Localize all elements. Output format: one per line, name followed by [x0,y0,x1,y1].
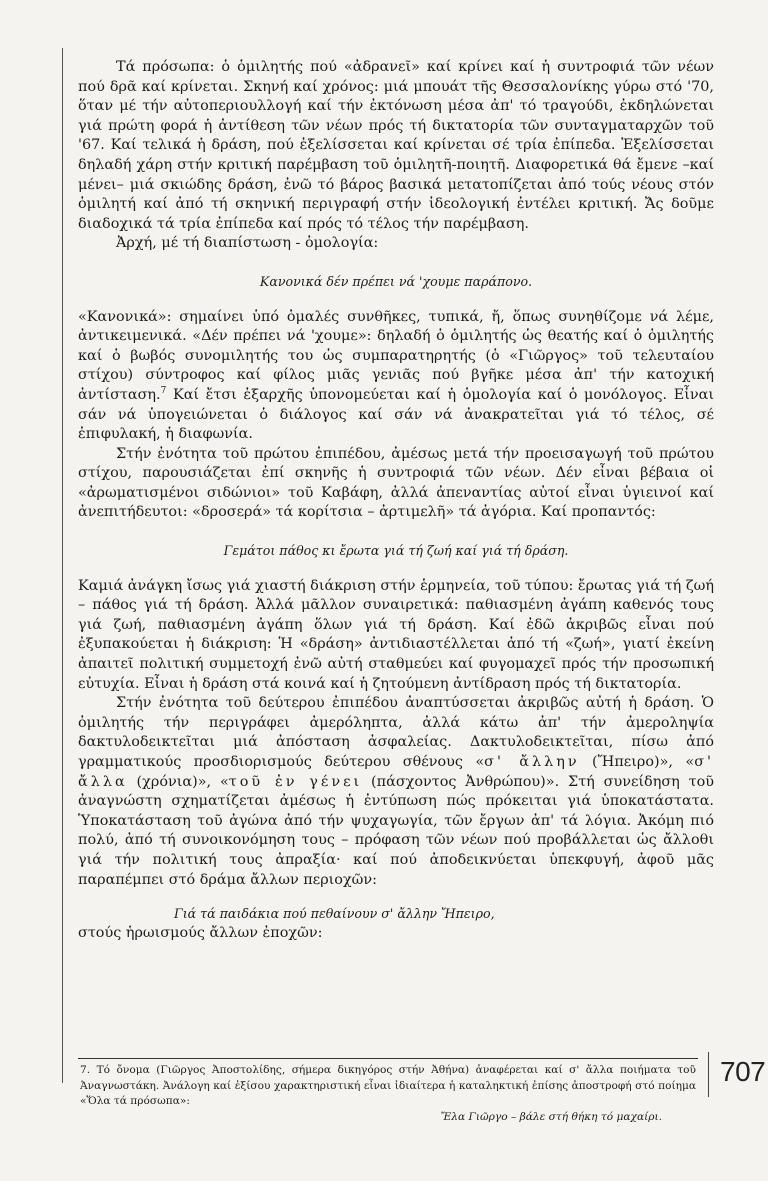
left-margin-rule [62,48,63,1083]
paragraph-6 [78,694,714,890]
paragraph-2: Ἀρχή, μέ τή διαπίστωση - ὁμολογία: [116,235,379,252]
verse-quote-2: Γεμάτοι πάθος κι ἔρωτα γιά τή ζωή καί γιά τή δράση. [223,543,569,559]
paragraph-3 [78,308,714,445]
spaced-phrase-1: σ' ἄλλην [484,754,580,770]
paragraph-6-text-c: (χρόνια)», « [127,773,229,790]
page-number: 707 [720,1056,766,1087]
spaced-phrase-3: τοῦ ἐν γένει [228,773,363,790]
footnote-verse: Ἔλα Γιῶργο – βάλε στή θήκη τό μαχαίρι. [440,1110,662,1123]
paragraph-4: Στήν ἐνότητα τοῦ πρώτου ἐπιπέδου, ἀμέσως μετά τήν προεισαγωγή τοῦ πρώτου στίχου, παρουσιάζεται ἐπί σκηνῆς ἡ συντροφιά τῶν νέων. Δέν εἶναι βέβαια οἱ «ἀρωματισμένοι σιδώνιοι» τοῦ Καβάφη, ἀλλά ἀπεναντίας αὐτοί εἶναι ὑγιεινοί καί ἀνεπιτήδευτοι: «δροσερά» τά κορίτσια – ἀρτιμελῆ» τά ἀγόρια. Καί προπαντός: [78,445,714,521]
footnote-text: 7. Τό ὄνομα (Γιῶργος Ἀποστολίδης, σήμερα δικηγόρος στήν Ἀθήνα) ἀναφέρεται καί σ' ἄλλα ποιήματα τοῦ Ἀναγνωστάκη. Ἀνάλογη καί ἐξίσου χαρακτηριστική εἶναι ἰδιαίτερα ἡ καταληκτική ἐπίσης ἀποστροφή στό ποίημα «Ὅλα τά πρόσωπα»: [80,1064,696,1107]
verse-quote-3: Γιά τά παιδάκια πού πεθαίνουν σ' ἄλλην Ἤπειρο, [174,906,495,922]
paragraph-6-text-d: (πάσχοντος Ἀνθρώπου)». Στή συνείδηση τοῦ ἀναγνώστη σχηματίζεται ἀμέσως ἡ ἐντύπωση πώς πρόκειται γιά ὑποκατάστατα. Ὑποκατάσταση τοῦ ἀγώνα ἀπό τήν ψυχαγωγία, τῶν ἔργων ἀπ' τά λόγια. Ἀκόμη πιό πολύ, ἀπό τή συνοικονόμηση τους – πρόφαση τῶν νέων πού προβάλλεται ὡς ἄλλοθι γιά τήν πολιτική τους ἀπραξία· καί πού ἀποδεικνύεται ὑπεκφυγή, ἀφοῦ μᾶς παραπέμπει στό δράμα ἄλλων περιοχῶν: [78,773,714,888]
page-number-rule [708,1052,709,1097]
page-body [78,58,714,943]
paragraph-3-text-b: Καί ἔτσι ἐξαρχῆς ὑπονομεύεται καί ἡ ὁμολογία καί ὁ μονόλογος. Εἶναι σάν νά ὑπογειώνεται ὁ διάλογος καί σάν νά ἀνακρατεῖται γιά τό τέλος, σέ ἐπιφυλακή, ἡ διαφωνία. [78,386,714,443]
spaced-phrase-2: σ' ἄλλα [78,754,714,790]
footnote-ref-7: 7 [160,386,167,397]
paragraph-6-text-b: (Ἤπειρο)», « [579,754,695,770]
closing-line: στούς ἡρωισμούς ἄλλων ἐποχῶν: [78,924,323,941]
footnote-7 [80,1063,696,1125]
paragraph-5: Καμιά ἀνάγκη ἴσως γιά χιαστή διάκριση στήν ἑρμηνεία, τοῦ τύπου: ἔρωτας γιά τή ζωή – πάθος γιά τή δράση. Ἀλλά μᾶλλον συναιρετικά: παθιασμένη ἀγάπη καθενός τους γιά ζωή, παθιασμένη ἀγάπη ὅλων γιά τή δράση. Καί ἐδῶ ἀκριβῶς εἶναι πού ἐξυπακούεται ἡ διάκριση: Ἡ «δράση» ἀντιδιαστέλλεται ἀπό τή «ζωή», γιατί ἐκείνη ἀπαιτεῖ πολιτική συμμετοχή ἐνῶ αὐτή σταθμεύει καί φυγομαχεῖ πρός τήν προσωπική εὐτυχία. Εἶναι ἡ δράση στά κοινά καί ἡ ζητούμενη ἀντίδραση πρός τή δικτατορία. [78,577,714,692]
footnote-divider [78,1058,698,1059]
paragraph-6-text-a: Στήν ἐνότητα τοῦ δεύτερου ἐπιπέδου ἀναπτύσσεται ἀκριβῶς αὐτή ἡ δράση. Ὁ ὁμιλητής τήν περιγράφει ἀμερόληπτα, ἀλλά κάτω ἀπ' τήν ἀμεροληψία δακτυλοδεικτεῖται μιά ἀπόσταση ἀσφαλείας. Δακτυλοδεικτεῖται, πίσω ἀπό γραμματικούς προσδιορισμούς δεύτερου σθένους « [78,695,714,770]
paragraph-1: Τά πρόσωπα: ὁ ὁμιλητής πού «ἀδρανεῖ» καί κρίνει καί ἡ συντροφιά τῶν νέων πού δρᾶ καί κρίνεται. Σκηνή καί χρόνος: μιά μπουάτ τῆς Θεσσαλονίκης γύρω στό '70, ὅταν μέ τήν αὐτοπεριουλλογή καί τήν ἐκτόνωση μέσα ἀπ' τό τραγούδι, ἐκδηλώνεται γιά πρώτη φορά ἡ ἀντίθεση τῶν νέων πρός τή δικτατορία τῶν συνταγματαρχῶν τοῦ '67. Καί τελικά ἡ δράση, πού ἐξελίσσεται καί κρίνεται σέ τρία ἐπίπεδα. Ἐξελίσσεται δηλαδή χάρη στήν κριτική παρέμβαση τοῦ ὁμιλητῆ-ποιητῆ. Διαφορετικά θά ἔμενε –καί μένει– μιά σκιώδης δράση, ἐνῶ τό βάρος βασικά μετατοπίζεται ἀπό τούς νέους στόν ὁμιλητή καί ἀπό τή σκηνική περιγραφή στήν ἰδεολογική ἐντέλει κριτική. Ἄς δοῦμε διαδοχικά τά τρία ἐπίπεδα καί πρός τό τέλος τήν παρέμβαση. [78,59,714,232]
paragraph-3-text-a: «Κανονικά»: σημαίνει ὑπό ὁμαλές συνθῆκες, τυπικά, ἤ, ὅπως συνηθίζομε νά λέμε, ἀντικειμενικά. «Δέν πρέπει νά 'χουμε»: δηλαδή ὁ ὁμιλητής ὡς θεατής καί ὁ ὁμιλητής καί ὁ βωβός συνομιλητής του ὡς συμπαρατηρητής (ὁ «Γιῶργος» τοῦ τελευταίου στίχου) σύντροφος καί φίλος μιᾶς γενιᾶς πού βγῆκε μέσα ἀπ' τήν κατοχική ἀντίσταση. [78,308,714,403]
verse-quote-1: Κανονικά δέν πρέπει νά 'χουμε παράπονο. [259,273,533,289]
